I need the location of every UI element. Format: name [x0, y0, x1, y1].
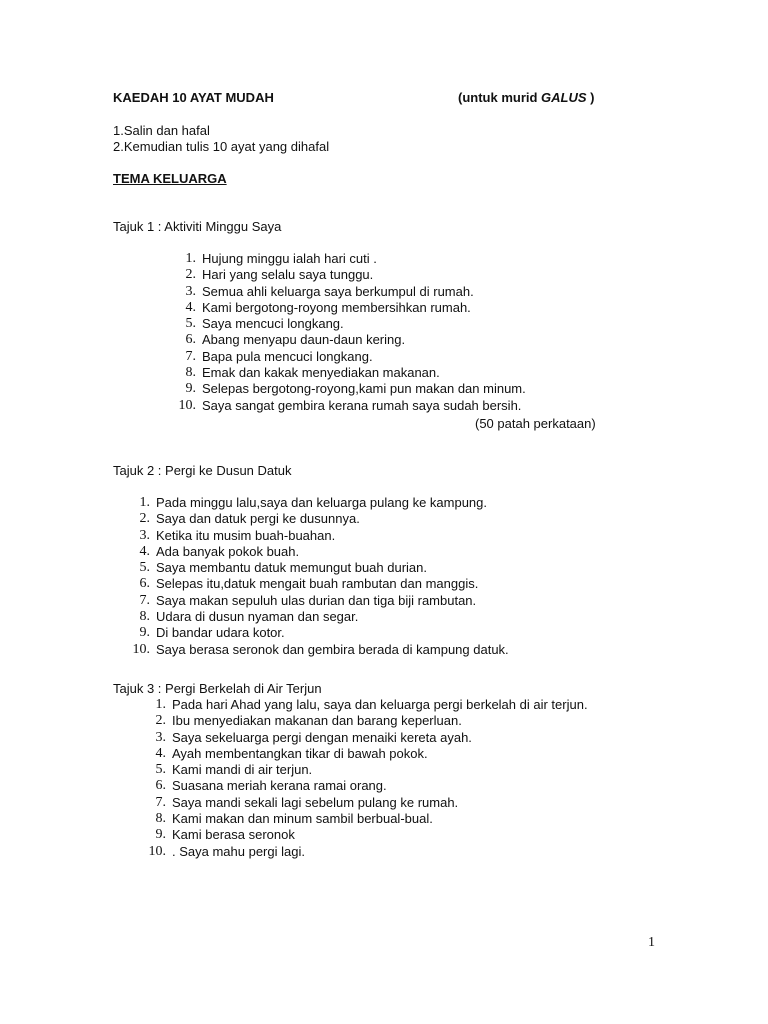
list-item-text: . Saya mahu pergi lagi.	[172, 843, 305, 859]
list-item-text: Ayah membentangkan tikar di bawah pokok.	[172, 745, 428, 761]
list-item-text: Saya berasa seronok dan gembira berada di kampung datuk.	[156, 641, 509, 657]
list-item-number: 4.	[139, 543, 150, 559]
list-item-text: Kami berasa seronok	[172, 827, 295, 843]
list-item-text: Ketika itu musim buah-buahan.	[156, 527, 336, 543]
list-item-number: 6.	[139, 576, 150, 592]
list-item-text: Saya makan sepuluh ulas durian dan tiga biji rambutan.	[156, 592, 477, 608]
instruction-1: 1.Salin dan hafal	[113, 123, 210, 138]
list-item-text: Saya membantu datuk memungut buah durian.	[156, 560, 428, 576]
list-item-number: 8.	[155, 811, 166, 827]
list-item-text: Suasana meriah kerana ramai orang.	[172, 778, 387, 794]
list-item-number: 1.	[185, 251, 196, 266]
list-item-text: Saya mandi sekali lagi sebelum pulang ke rumah.	[172, 794, 459, 810]
page-number: 1	[648, 935, 655, 950]
document-title: KAEDAH 10 AYAT MUDAH	[113, 90, 274, 105]
list-item-number: 8.	[139, 609, 150, 625]
list-item-text: Saya dan datuk pergi ke dusunnya.	[156, 511, 360, 527]
list-item-text: Hari yang selalu saya tunggu.	[202, 267, 374, 283]
list-item-number: 8.	[185, 365, 196, 381]
list-item-text: Kami makan dan minum sambil berbual-bual.	[172, 811, 433, 827]
topic-1-title: Tajuk 1 : Aktiviti Minggu Saya	[113, 219, 282, 234]
list-item-number: 9.	[185, 381, 196, 397]
list-item-number: 5.	[185, 316, 196, 332]
list-item-text: Saya mencuci longkang.	[202, 316, 344, 332]
list-item-number: 4.	[155, 745, 166, 761]
topic-3-title: Tajuk 3 : Pergi Berkelah di Air Terjun	[113, 681, 322, 696]
list-item-text: Abang menyapu daun-daun kering.	[202, 332, 406, 348]
list-item-number: 9.	[155, 827, 166, 843]
list-item-text: Ada banyak pokok buah.	[156, 543, 300, 559]
list-item-number: 6.	[185, 332, 196, 348]
list-item-text: Pada hari Ahad yang lalu, saya dan keluarga pergi berkelah di air terjun.	[172, 697, 588, 712]
list-item-text: Emak dan kakak menyediakan makanan.	[202, 365, 440, 381]
list-item-number: 6.	[155, 778, 166, 794]
audience-note	[458, 90, 595, 106]
topic-2-title: Tajuk 2 : Pergi ke Dusun Datuk	[113, 463, 292, 478]
list-item-number: 5.	[155, 762, 166, 778]
list-item-number: 4.	[185, 299, 196, 315]
list-item-number: 7.	[185, 348, 196, 364]
list-item-number: 3.	[139, 527, 150, 543]
list-item-number: 7.	[139, 592, 150, 608]
list-item-number: 1.	[139, 495, 150, 510]
list-item-text: Selepas bergotong-royong,kami pun makan dan minum.	[202, 381, 526, 397]
list-item-text: Kami bergotong-royong membersihkan rumah.	[202, 299, 471, 315]
list-item-number: 9.	[139, 625, 150, 641]
list-item-text: Selepas itu,datuk mengait buah rambutan dan manggis.	[156, 576, 479, 592]
list-item-number: 10.	[132, 641, 150, 657]
list-item-text: Bapa pula mencuci longkang.	[202, 348, 373, 364]
list-item-text: Hujung minggu ialah hari cuti .	[202, 251, 377, 266]
word-count-note: (50 patah perkataan)	[475, 416, 596, 431]
audience-name: GALUS	[541, 90, 587, 105]
list-item-text: Ibu menyediakan makanan dan barang keperluan.	[172, 713, 462, 729]
list-item-number: 2.	[139, 511, 150, 527]
list-item-number: 5.	[139, 560, 150, 576]
list-item-number: 7.	[155, 794, 166, 810]
list-item-text: Di bandar udara kotor.	[156, 625, 285, 641]
list-item-text: Saya sangat gembira kerana rumah saya sudah bersih.	[202, 397, 522, 413]
list-item-number: 10.	[178, 397, 196, 413]
list-item-text: Semua ahli keluarga saya berkumpul di rumah.	[202, 283, 474, 299]
list-item-number: 1.	[155, 697, 166, 712]
list-item-number: 10.	[148, 843, 166, 859]
list-item-number: 3.	[185, 283, 196, 299]
list-item-text: Udara di dusun nyaman dan segar.	[156, 609, 359, 625]
list-item-number: 3.	[155, 729, 166, 745]
list-item-text: Kami mandi di air terjun.	[172, 762, 313, 778]
list-item-number: 2.	[155, 713, 166, 729]
list-item-number: 2.	[185, 267, 196, 283]
audience-prefix: (untuk murid	[458, 90, 542, 105]
list-item-text: Pada minggu lalu,saya dan keluarga pulang ke kampung.	[156, 495, 488, 510]
list-item-text: Saya sekeluarga pergi dengan menaiki kereta ayah.	[172, 729, 472, 745]
instruction-2: 2.Kemudian tulis 10 ayat yang dihafal	[113, 139, 330, 154]
audience-suffix: )	[586, 90, 595, 105]
theme-heading: TEMA KELUARGA	[113, 171, 227, 186]
